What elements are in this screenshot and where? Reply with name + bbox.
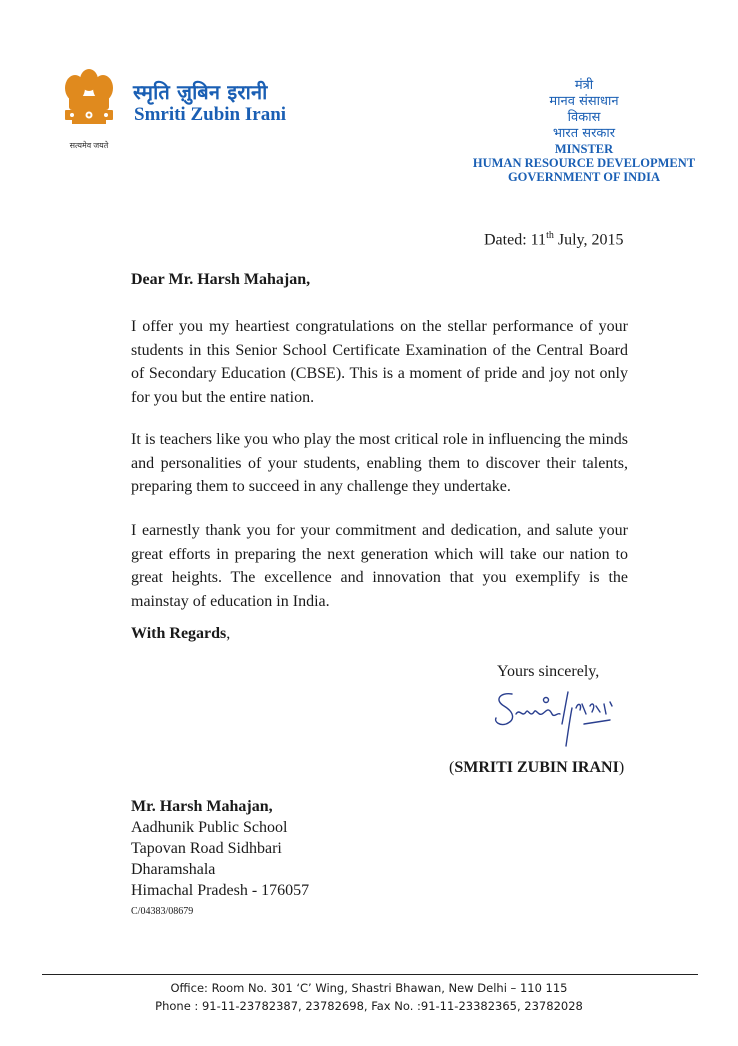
designation-hindi-line: मानव संसाधान: [549, 94, 619, 109]
designation-hindi-line: विकास: [567, 110, 601, 125]
footer-divider: [42, 974, 698, 975]
closing: [131, 625, 230, 643]
recipient-name: Mr. Harsh Mahajan,: [131, 798, 273, 815]
body-paragraph-2: It is teachers like you who play the most critical role in influencing the minds and personalities of your students, enabling them to discover their talents, preparing them to succeed in any challenge they undertake.: [131, 431, 628, 495]
sender-name-english: Smriti Zubin Irani: [134, 104, 287, 125]
address-line: Himachal Pradesh - 176057: [131, 882, 310, 899]
designation-hindi-line: मंत्री: [574, 78, 594, 93]
footer-office-address: Office: Room No. 301 ‘C’ Wing, Shastri Bhawan, New Delhi – 110 115: [170, 981, 568, 995]
valediction: Yours sincerely,: [497, 663, 600, 680]
salutation: Dear Mr. Harsh Mahajan,: [131, 271, 311, 288]
designation-block: [440, 78, 728, 184]
body-paragraph-3: I earnestly thank you for your commitment and dedication, and salute your great efforts in preparing the next generation which will take our nation to great heights. The excellence and innovation that you exemplify is the mainstay of education in India.: [131, 522, 628, 610]
signatory-name-text: SMRITI ZUBIN IRANI: [454, 759, 619, 776]
closing-comma: ,: [226, 625, 231, 642]
date-ordinal: th: [546, 230, 554, 241]
national-emblem-icon: [60, 66, 118, 150]
designation-english-line: GOVERNMENT OF INDIA: [507, 170, 661, 184]
reference-number: C/04383/08679: [131, 906, 194, 917]
recipient-address: [131, 796, 309, 901]
footer-phone-numbers: Phone : 91-11-23782387, 23782698, Fax No. :91-11-23382365, 23782028: [155, 999, 583, 1013]
address-line: Dharamshala: [131, 861, 216, 878]
handwritten-signature: [486, 684, 626, 748]
emblem-motto: सत्यमेव जयते: [69, 141, 109, 150]
letter-date: [484, 230, 623, 249]
address-line: Aadhunik Public School: [131, 819, 288, 836]
body-paragraph-1: I offer you my heartiest congratulations on the stellar performance of your students in this Senior School Certificate Examination of the Central Board of Secondary Education (CBSE). This is a moment of pride and joy not only for you but the entire nation.: [131, 318, 628, 406]
date-suffix: July, 2015: [553, 231, 624, 249]
date-prefix: Dated: 11: [484, 231, 547, 249]
paren-open: (: [449, 759, 455, 776]
paren-close: ): [618, 759, 625, 776]
designation-hindi-line: भारत सरकार: [552, 126, 616, 141]
designation-english-line: HUMAN RESOURCE DEVELOPMENT: [472, 156, 696, 170]
sender-name-hindi: स्मृति ज़ुबिन इरानी: [133, 80, 268, 104]
closing-text: With Regards: [131, 625, 227, 642]
signatory-name: [449, 759, 624, 777]
address-line: Tapovan Road Sidhbari: [131, 840, 282, 857]
designation-english-line: MINSTER: [554, 142, 614, 156]
